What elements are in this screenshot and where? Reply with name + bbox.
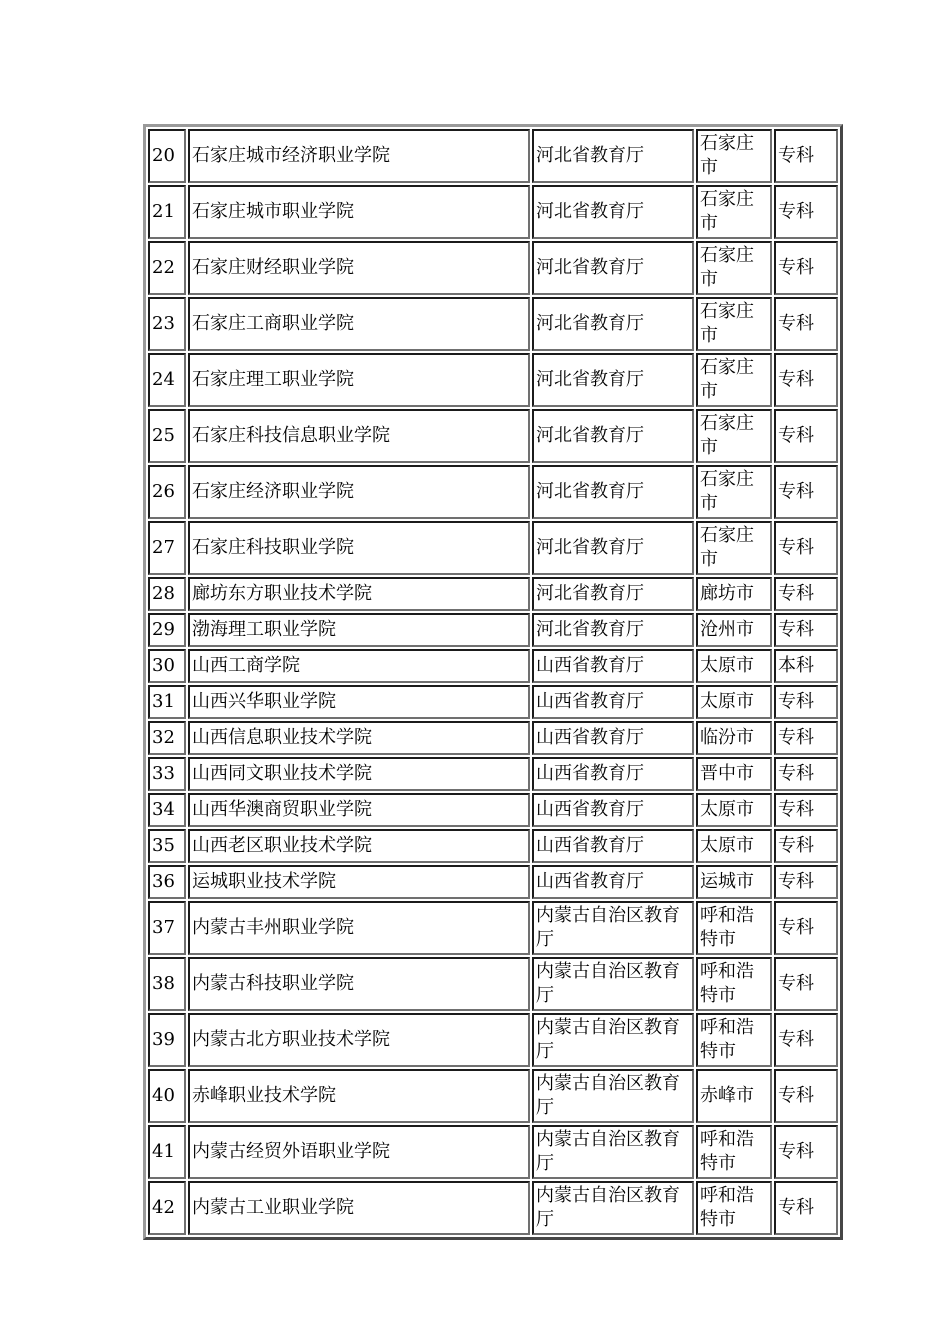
city-cell: 太原市 bbox=[696, 829, 772, 863]
city-cell: 太原市 bbox=[696, 793, 772, 827]
row-number-cell: 33 bbox=[148, 757, 186, 791]
level-cell: 本科 bbox=[774, 649, 838, 683]
city-cell: 石家庄市 bbox=[696, 521, 772, 575]
level-cell: 专科 bbox=[774, 865, 838, 899]
row-number-cell: 25 bbox=[148, 409, 186, 463]
city-cell: 石家庄市 bbox=[696, 129, 772, 183]
city-cell: 临汾市 bbox=[696, 721, 772, 755]
school-name-cell: 山西工商学院 bbox=[188, 649, 530, 683]
level-cell: 专科 bbox=[774, 901, 838, 955]
row-number-cell: 27 bbox=[148, 521, 186, 575]
table-row bbox=[148, 757, 838, 791]
authority-cell: 河北省教育厅 bbox=[532, 409, 694, 463]
school-table bbox=[143, 124, 843, 1240]
level-cell: 专科 bbox=[774, 297, 838, 351]
row-number-cell: 36 bbox=[148, 865, 186, 899]
authority-cell: 内蒙古自治区教育厅 bbox=[532, 1125, 694, 1179]
table-row bbox=[148, 1181, 838, 1235]
school-name-cell: 运城职业技术学院 bbox=[188, 865, 530, 899]
school-name-cell: 廊坊东方职业技术学院 bbox=[188, 577, 530, 611]
row-number-cell: 34 bbox=[148, 793, 186, 827]
row-number-cell: 42 bbox=[148, 1181, 186, 1235]
table-body bbox=[148, 129, 838, 1235]
row-number-cell: 26 bbox=[148, 465, 186, 519]
school-name-cell: 石家庄理工职业学院 bbox=[188, 353, 530, 407]
level-cell: 专科 bbox=[774, 1125, 838, 1179]
city-cell: 沧州市 bbox=[696, 613, 772, 647]
table-row bbox=[148, 577, 838, 611]
authority-cell: 河北省教育厅 bbox=[532, 353, 694, 407]
authority-cell: 山西省教育厅 bbox=[532, 829, 694, 863]
row-number-cell: 31 bbox=[148, 685, 186, 719]
level-cell: 专科 bbox=[774, 757, 838, 791]
row-number-cell: 23 bbox=[148, 297, 186, 351]
authority-cell: 内蒙古自治区教育厅 bbox=[532, 1069, 694, 1123]
school-name-cell: 石家庄经济职业学院 bbox=[188, 465, 530, 519]
table-row bbox=[148, 613, 838, 647]
school-name-cell: 内蒙古工业职业学院 bbox=[188, 1181, 530, 1235]
row-number-cell: 38 bbox=[148, 957, 186, 1011]
level-cell: 专科 bbox=[774, 613, 838, 647]
school-name-cell: 石家庄财经职业学院 bbox=[188, 241, 530, 295]
table-row bbox=[148, 685, 838, 719]
level-cell: 专科 bbox=[774, 721, 838, 755]
table-row bbox=[148, 649, 838, 683]
school-name-cell: 山西兴华职业学院 bbox=[188, 685, 530, 719]
authority-cell: 河北省教育厅 bbox=[532, 241, 694, 295]
school-name-cell: 石家庄科技信息职业学院 bbox=[188, 409, 530, 463]
city-cell: 呼和浩特市 bbox=[696, 1013, 772, 1067]
level-cell: 专科 bbox=[774, 129, 838, 183]
table-row bbox=[148, 1013, 838, 1067]
authority-cell: 河北省教育厅 bbox=[532, 577, 694, 611]
school-name-cell: 山西老区职业技术学院 bbox=[188, 829, 530, 863]
table-row bbox=[148, 297, 838, 351]
school-name-cell: 渤海理工职业学院 bbox=[188, 613, 530, 647]
level-cell: 专科 bbox=[774, 829, 838, 863]
table-row bbox=[148, 185, 838, 239]
city-cell: 运城市 bbox=[696, 865, 772, 899]
school-name-cell: 山西华澳商贸职业学院 bbox=[188, 793, 530, 827]
row-number-cell: 41 bbox=[148, 1125, 186, 1179]
school-name-cell: 石家庄科技职业学院 bbox=[188, 521, 530, 575]
school-name-cell: 内蒙古北方职业技术学院 bbox=[188, 1013, 530, 1067]
level-cell: 专科 bbox=[774, 353, 838, 407]
level-cell: 专科 bbox=[774, 685, 838, 719]
city-cell: 赤峰市 bbox=[696, 1069, 772, 1123]
table-row bbox=[148, 829, 838, 863]
authority-cell: 山西省教育厅 bbox=[532, 757, 694, 791]
level-cell: 专科 bbox=[774, 521, 838, 575]
row-number-cell: 30 bbox=[148, 649, 186, 683]
city-cell: 石家庄市 bbox=[696, 241, 772, 295]
row-number-cell: 21 bbox=[148, 185, 186, 239]
table-row bbox=[148, 353, 838, 407]
level-cell: 专科 bbox=[774, 1013, 838, 1067]
level-cell: 专科 bbox=[774, 465, 838, 519]
level-cell: 专科 bbox=[774, 1069, 838, 1123]
authority-cell: 内蒙古自治区教育厅 bbox=[532, 957, 694, 1011]
city-cell: 呼和浩特市 bbox=[696, 901, 772, 955]
authority-cell: 内蒙古自治区教育厅 bbox=[532, 1181, 694, 1235]
row-number-cell: 39 bbox=[148, 1013, 186, 1067]
city-cell: 太原市 bbox=[696, 685, 772, 719]
authority-cell: 山西省教育厅 bbox=[532, 649, 694, 683]
row-number-cell: 37 bbox=[148, 901, 186, 955]
table-row bbox=[148, 1069, 838, 1123]
level-cell: 专科 bbox=[774, 1181, 838, 1235]
authority-cell: 河北省教育厅 bbox=[532, 185, 694, 239]
level-cell: 专科 bbox=[774, 577, 838, 611]
authority-cell: 河北省教育厅 bbox=[532, 521, 694, 575]
authority-cell: 内蒙古自治区教育厅 bbox=[532, 1013, 694, 1067]
table-row bbox=[148, 409, 838, 463]
row-number-cell: 32 bbox=[148, 721, 186, 755]
table-row bbox=[148, 957, 838, 1011]
table-row bbox=[148, 465, 838, 519]
city-cell: 石家庄市 bbox=[696, 465, 772, 519]
city-cell: 石家庄市 bbox=[696, 297, 772, 351]
row-number-cell: 35 bbox=[148, 829, 186, 863]
authority-cell: 内蒙古自治区教育厅 bbox=[532, 901, 694, 955]
row-number-cell: 28 bbox=[148, 577, 186, 611]
level-cell: 专科 bbox=[774, 409, 838, 463]
school-name-cell: 山西同文职业技术学院 bbox=[188, 757, 530, 791]
city-cell: 太原市 bbox=[696, 649, 772, 683]
table-row bbox=[148, 901, 838, 955]
school-name-cell: 山西信息职业技术学院 bbox=[188, 721, 530, 755]
level-cell: 专科 bbox=[774, 185, 838, 239]
authority-cell: 山西省教育厅 bbox=[532, 721, 694, 755]
row-number-cell: 24 bbox=[148, 353, 186, 407]
level-cell: 专科 bbox=[774, 241, 838, 295]
city-cell: 呼和浩特市 bbox=[696, 1181, 772, 1235]
table-row bbox=[148, 521, 838, 575]
city-cell: 石家庄市 bbox=[696, 353, 772, 407]
school-name-cell: 石家庄城市经济职业学院 bbox=[188, 129, 530, 183]
table-row bbox=[148, 721, 838, 755]
city-cell: 晋中市 bbox=[696, 757, 772, 791]
table-row bbox=[148, 129, 838, 183]
authority-cell: 山西省教育厅 bbox=[532, 793, 694, 827]
table-row bbox=[148, 793, 838, 827]
table-row bbox=[148, 865, 838, 899]
school-name-cell: 内蒙古经贸外语职业学院 bbox=[188, 1125, 530, 1179]
row-number-cell: 20 bbox=[148, 129, 186, 183]
school-name-cell: 赤峰职业技术学院 bbox=[188, 1069, 530, 1123]
authority-cell: 河北省教育厅 bbox=[532, 613, 694, 647]
authority-cell: 山西省教育厅 bbox=[532, 865, 694, 899]
school-name-cell: 内蒙古丰州职业学院 bbox=[188, 901, 530, 955]
city-cell: 廊坊市 bbox=[696, 577, 772, 611]
city-cell: 石家庄市 bbox=[696, 409, 772, 463]
level-cell: 专科 bbox=[774, 957, 838, 1011]
city-cell: 石家庄市 bbox=[696, 185, 772, 239]
authority-cell: 河北省教育厅 bbox=[532, 297, 694, 351]
authority-cell: 河北省教育厅 bbox=[532, 129, 694, 183]
row-number-cell: 29 bbox=[148, 613, 186, 647]
level-cell: 专科 bbox=[774, 793, 838, 827]
school-name-cell: 内蒙古科技职业学院 bbox=[188, 957, 530, 1011]
row-number-cell: 40 bbox=[148, 1069, 186, 1123]
authority-cell: 山西省教育厅 bbox=[532, 685, 694, 719]
table-row bbox=[148, 1125, 838, 1179]
school-name-cell: 石家庄城市职业学院 bbox=[188, 185, 530, 239]
table-row bbox=[148, 241, 838, 295]
school-name-cell: 石家庄工商职业学院 bbox=[188, 297, 530, 351]
city-cell: 呼和浩特市 bbox=[696, 1125, 772, 1179]
city-cell: 呼和浩特市 bbox=[696, 957, 772, 1011]
row-number-cell: 22 bbox=[148, 241, 186, 295]
authority-cell: 河北省教育厅 bbox=[532, 465, 694, 519]
